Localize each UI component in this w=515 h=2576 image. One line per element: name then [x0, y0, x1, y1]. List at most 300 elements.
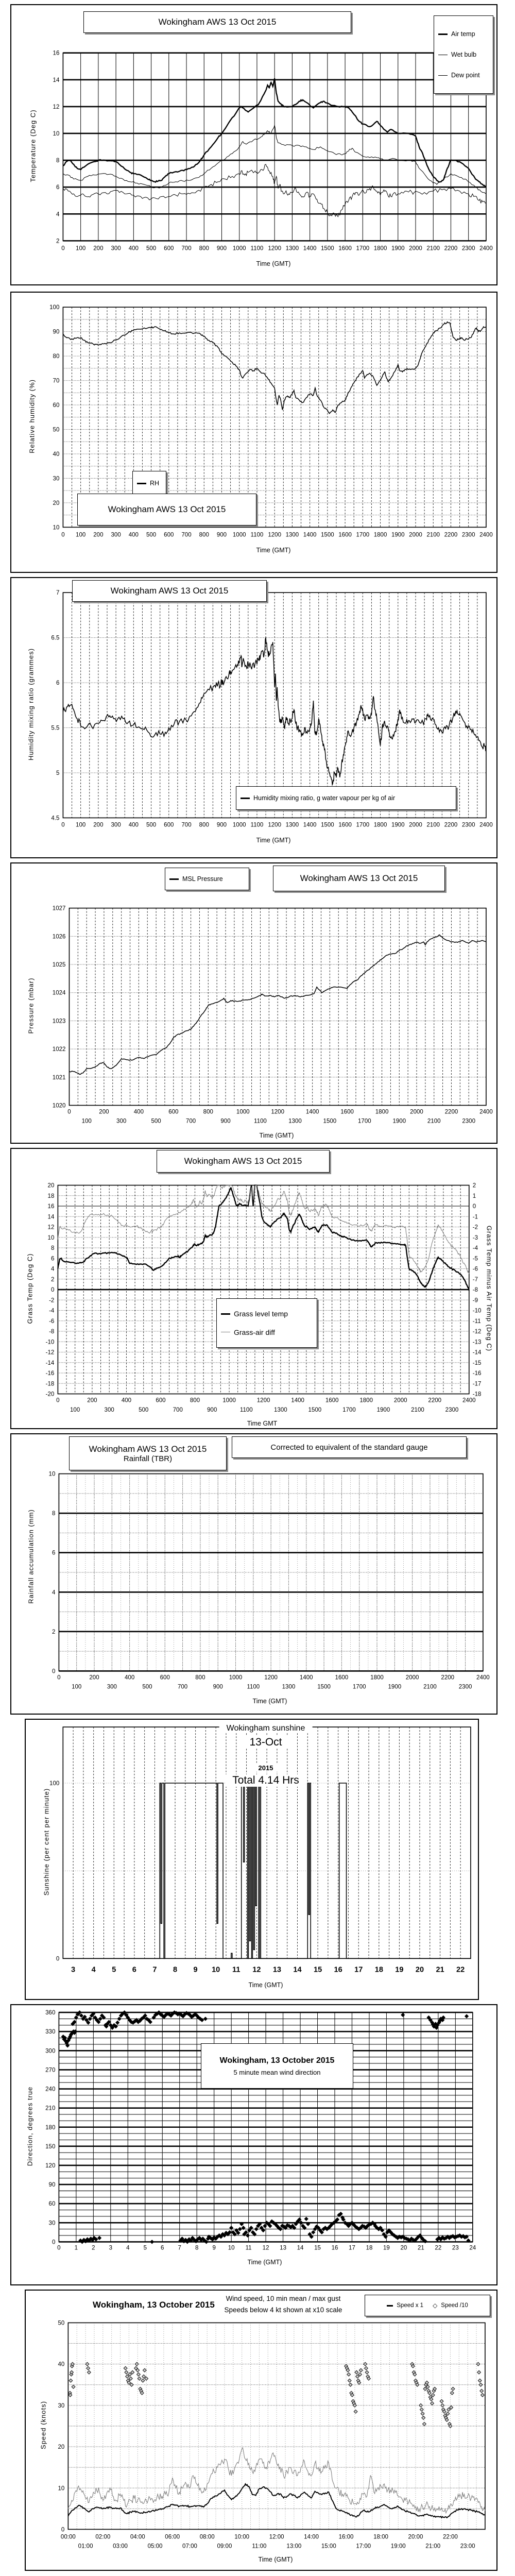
svg-text:1900: 1900 [388, 1684, 402, 1690]
svg-text:10: 10 [53, 130, 60, 138]
svg-text:12: 12 [53, 104, 60, 110]
svg-text:5: 5 [143, 2245, 147, 2251]
grass-temp-chart [11, 1149, 496, 1428]
svg-text:16: 16 [53, 50, 60, 57]
svg-text:0: 0 [61, 822, 65, 828]
svg-text:14: 14 [297, 2245, 304, 2251]
svg-text:-18: -18 [472, 1391, 482, 1398]
svg-text:1020: 1020 [52, 1103, 66, 1109]
correction-note: Corrected to equivalent of the standard gauge [270, 1443, 428, 1452]
svg-text:600: 600 [164, 532, 174, 538]
svg-text:4.5: 4.5 [51, 815, 60, 822]
svg-text:1300: 1300 [274, 1406, 287, 1413]
chart-title: Wokingham AWS 13 Oct 2015 [110, 586, 229, 596]
wind-speed-panel [25, 2290, 497, 2571]
svg-text:-8: -8 [472, 1287, 478, 1294]
svg-text:-18: -18 [45, 1381, 55, 1387]
svg-text:1500: 1500 [317, 1684, 331, 1690]
svg-text:400: 400 [128, 532, 139, 538]
svg-text:1300: 1300 [282, 1684, 296, 1690]
svg-text:03:00: 03:00 [113, 2543, 128, 2550]
svg-text:-8: -8 [49, 1329, 55, 1335]
temperature-title-box [83, 11, 351, 33]
svg-text:2200: 2200 [428, 1397, 442, 1404]
svg-text:600: 600 [156, 1397, 166, 1404]
pressure-title-box [273, 866, 445, 891]
svg-text:0: 0 [472, 1204, 476, 1210]
y-axis-label: Pressure (mbar) [27, 977, 35, 1034]
svg-text:3: 3 [109, 2245, 113, 2251]
rainfall-title-box [69, 1436, 227, 1470]
svg-text:2300: 2300 [461, 245, 475, 252]
svg-text:1000: 1000 [222, 1397, 236, 1404]
svg-text:0: 0 [61, 2527, 65, 2533]
svg-text:500: 500 [142, 1684, 152, 1690]
svg-text:500: 500 [146, 245, 157, 252]
svg-text:22:00: 22:00 [443, 2534, 458, 2540]
svg-text:2300: 2300 [458, 1684, 472, 1690]
svg-text:200: 200 [93, 532, 104, 538]
svg-text:14: 14 [53, 77, 60, 83]
svg-text:-3: -3 [472, 1234, 478, 1241]
svg-text:1800: 1800 [373, 532, 387, 538]
svg-text:100: 100 [49, 1781, 60, 1787]
speed-x1-line-icon [387, 2305, 393, 2307]
svg-text:1: 1 [74, 2245, 78, 2251]
svg-text:20: 20 [53, 500, 60, 506]
svg-text:1500: 1500 [308, 1406, 322, 1413]
svg-text:-4: -4 [49, 1308, 55, 1314]
svg-text:900: 900 [213, 1684, 223, 1690]
svg-text:10: 10 [48, 1471, 56, 1478]
svg-text:1200: 1200 [256, 1397, 270, 1404]
svg-text:2000: 2000 [393, 1397, 407, 1404]
sunshine-date: 13-Oct [242, 1736, 289, 1749]
svg-text:0: 0 [56, 1956, 60, 1962]
svg-text:600: 600 [160, 1674, 170, 1681]
svg-text:2: 2 [52, 1629, 56, 1635]
svg-text:800: 800 [203, 1109, 213, 1115]
svg-text:7: 7 [178, 2245, 181, 2251]
svg-text:330: 330 [45, 2029, 56, 2036]
svg-text:1800: 1800 [373, 822, 387, 828]
svg-text:2100: 2100 [411, 1406, 424, 1413]
svg-text:1200: 1200 [264, 1674, 278, 1681]
svg-text:8: 8 [50, 1245, 55, 1252]
svg-text:30: 30 [48, 2220, 56, 2227]
svg-text:2300: 2300 [461, 822, 475, 828]
svg-text:22: 22 [435, 2245, 442, 2251]
svg-text:1400: 1400 [291, 1397, 304, 1404]
svg-text:200: 200 [93, 245, 104, 252]
svg-text:700: 700 [185, 1118, 196, 1125]
chart-title: Wokingham AWS 13 Oct 2015 [300, 873, 418, 883]
svg-text:400: 400 [133, 1109, 144, 1115]
svg-text:1900: 1900 [392, 1118, 406, 1125]
svg-text:2000: 2000 [409, 822, 422, 828]
svg-text:100: 100 [70, 1406, 80, 1413]
svg-text:1600: 1600 [335, 1674, 349, 1681]
svg-text:9: 9 [193, 1965, 198, 1974]
wind-speed-header-1: Wind speed, 10 min mean / max gust [226, 2295, 341, 2302]
svg-text:06:00: 06:00 [165, 2534, 180, 2540]
svg-text:800: 800 [190, 1397, 200, 1404]
svg-text:50: 50 [53, 427, 60, 433]
legend-item-speed-x1: Speed x 1 [387, 2302, 423, 2309]
svg-text:30: 30 [58, 2402, 65, 2409]
svg-text:2200: 2200 [444, 245, 458, 252]
svg-text:02:00: 02:00 [95, 2534, 111, 2540]
svg-text:10: 10 [212, 1965, 220, 1974]
chart-title: Wokingham, 13 October 2015 [93, 2300, 215, 2310]
svg-text:6.5: 6.5 [51, 635, 60, 641]
svg-text:4: 4 [91, 1965, 96, 1974]
svg-text:0: 0 [56, 1397, 60, 1404]
svg-text:500: 500 [146, 532, 157, 538]
svg-text:500: 500 [139, 1406, 149, 1413]
svg-text:05:00: 05:00 [147, 2543, 163, 2550]
svg-text:2100: 2100 [427, 1118, 441, 1125]
x-axis-label: Time (GMT) [256, 260, 291, 267]
svg-text:1100: 1100 [250, 822, 264, 828]
svg-text:300: 300 [116, 1118, 127, 1125]
svg-text:1400: 1400 [303, 822, 317, 828]
svg-text:-14: -14 [45, 1360, 55, 1366]
svg-text:1600: 1600 [340, 1109, 354, 1115]
svg-text:1500: 1500 [321, 822, 334, 828]
svg-text:07:00: 07:00 [182, 2543, 197, 2550]
y2-axis-label: Grass Temp minus Air Temp (Deg C) [485, 1225, 493, 1352]
svg-text:100: 100 [81, 1118, 92, 1125]
svg-text:20: 20 [47, 1182, 55, 1189]
chart-title: Wokingham AWS 13 Oct 2015 [108, 504, 226, 514]
x-axis-label: Time (GMT) [258, 2556, 293, 2563]
svg-text:12: 12 [262, 2245, 269, 2251]
svg-text:1300: 1300 [285, 245, 299, 252]
svg-text:700: 700 [181, 822, 192, 828]
svg-text:0: 0 [52, 2239, 56, 2246]
svg-text:6: 6 [56, 680, 60, 687]
svg-text:12: 12 [47, 1224, 55, 1231]
svg-text:6: 6 [132, 1965, 136, 1974]
grass-temp-panel [10, 1148, 497, 1429]
svg-text:11: 11 [245, 2245, 252, 2251]
svg-text:10: 10 [53, 524, 60, 531]
svg-text:1022: 1022 [52, 1046, 66, 1053]
y-axis-label: Humidity mixing ratio (grammes) [27, 648, 35, 761]
svg-text:2400: 2400 [479, 532, 493, 538]
y-axis-label: Rainfall accumulation (mm) [27, 1509, 35, 1604]
svg-text:360: 360 [45, 2010, 56, 2016]
legend-item-dew-point: Dew point [438, 72, 480, 79]
svg-text:-17: -17 [472, 1381, 482, 1387]
svg-text:600: 600 [164, 822, 174, 828]
svg-text:04:00: 04:00 [130, 2534, 145, 2540]
svg-text:13: 13 [280, 2245, 286, 2251]
svg-text:100: 100 [76, 245, 86, 252]
chart-title: Wokingham AWS 13 Oct 2015 [89, 1444, 207, 1454]
svg-text:19:00: 19:00 [390, 2543, 406, 2550]
chart-title: Wokingham AWS 13 Oct 2015 [158, 17, 277, 27]
svg-text:0: 0 [57, 1674, 61, 1681]
svg-text:210: 210 [45, 2105, 56, 2112]
sunshine-chart [26, 1720, 478, 1999]
humidity-title-box [77, 494, 256, 526]
svg-text:-12: -12 [45, 1349, 55, 1356]
svg-text:0: 0 [61, 532, 65, 538]
x-axis-label: Time (GMT) [247, 2259, 282, 2266]
svg-text:1300: 1300 [285, 532, 299, 538]
svg-text:300: 300 [107, 1684, 117, 1690]
svg-text:400: 400 [121, 1397, 132, 1404]
svg-text:0: 0 [57, 2245, 61, 2251]
svg-text:300: 300 [104, 1406, 114, 1413]
svg-text:100: 100 [72, 1684, 82, 1690]
grass-temp-title-box [157, 1150, 330, 1173]
legend-item-rh: RH [137, 480, 159, 487]
svg-text:600: 600 [168, 1109, 179, 1115]
svg-text:1800: 1800 [359, 1397, 373, 1404]
svg-text:1100: 1100 [250, 245, 264, 252]
svg-text:16:00: 16:00 [338, 2534, 354, 2540]
svg-text:18: 18 [47, 1193, 55, 1199]
svg-text:1600: 1600 [338, 245, 352, 252]
svg-text:17: 17 [354, 1965, 363, 1974]
svg-text:0: 0 [67, 1109, 71, 1115]
svg-text:50: 50 [58, 2320, 65, 2327]
svg-text:2000: 2000 [405, 1674, 419, 1681]
svg-text:500: 500 [151, 1118, 161, 1125]
svg-text:-4: -4 [472, 1245, 478, 1252]
wind-speed-chart [26, 2291, 496, 2570]
svg-text:1900: 1900 [376, 1406, 390, 1413]
svg-text:1100: 1100 [247, 1684, 260, 1690]
svg-text:1900: 1900 [391, 245, 405, 252]
svg-text:-13: -13 [472, 1339, 482, 1346]
svg-text:8: 8 [195, 2245, 199, 2251]
svg-text:700: 700 [181, 532, 192, 538]
pressure-legend [165, 868, 249, 890]
svg-text:00:00: 00:00 [60, 2534, 76, 2540]
svg-text:1500: 1500 [321, 245, 334, 252]
svg-text:1700: 1700 [352, 1684, 366, 1690]
svg-text:1000: 1000 [232, 245, 246, 252]
svg-text:5: 5 [56, 770, 60, 777]
svg-text:1200: 1200 [271, 1109, 285, 1115]
svg-text:18:00: 18:00 [373, 2534, 388, 2540]
mixing-ratio-chart [11, 578, 496, 857]
svg-text:20: 20 [58, 2444, 65, 2451]
wind-speed-legend [365, 2295, 490, 2316]
svg-text:-10: -10 [472, 1308, 482, 1314]
svg-text:200: 200 [87, 1397, 97, 1404]
svg-text:1027: 1027 [52, 905, 66, 912]
svg-text:180: 180 [45, 2124, 56, 2131]
svg-text:2400: 2400 [479, 245, 493, 252]
svg-text:800: 800 [199, 532, 209, 538]
svg-text:-16: -16 [45, 1370, 55, 1377]
svg-text:1200: 1200 [268, 245, 281, 252]
svg-text:4: 4 [52, 1589, 56, 1596]
svg-text:700: 700 [177, 1684, 188, 1690]
svg-text:2000: 2000 [410, 1109, 423, 1115]
svg-text:8: 8 [56, 158, 60, 164]
svg-text:60: 60 [48, 2201, 56, 2208]
svg-text:2100: 2100 [426, 245, 440, 252]
chart-title: Wokingham AWS 13 Oct 2015 [184, 1156, 302, 1166]
svg-text:2: 2 [50, 1276, 55, 1283]
svg-text:10: 10 [47, 1234, 55, 1241]
x-axis-label: Time (GMT) [259, 1132, 294, 1139]
svg-text:23: 23 [452, 2245, 459, 2251]
svg-text:1900: 1900 [391, 532, 405, 538]
svg-text:15:00: 15:00 [321, 2543, 336, 2550]
svg-text:1300: 1300 [288, 1118, 302, 1125]
speed-div10-diamond-icon: ◇ [433, 2302, 438, 2309]
svg-text:14:00: 14:00 [304, 2534, 319, 2540]
svg-text:-12: -12 [472, 1329, 482, 1335]
svg-text:20:00: 20:00 [408, 2534, 423, 2540]
svg-text:4: 4 [56, 211, 60, 218]
mixing-ratio-panel [10, 577, 497, 858]
svg-text:-10: -10 [45, 1339, 55, 1346]
svg-text:1700: 1700 [356, 532, 370, 538]
svg-text:01:00: 01:00 [78, 2543, 93, 2550]
svg-text:900: 900 [216, 822, 227, 828]
svg-text:6: 6 [56, 184, 60, 191]
y-axis-label: Temperature (Deg C) [29, 109, 37, 182]
legend-item-speed-div10: ◇ Speed /10 [433, 2302, 468, 2309]
svg-text:1024: 1024 [52, 990, 66, 996]
svg-text:1700: 1700 [358, 1118, 371, 1125]
svg-text:100: 100 [76, 822, 86, 828]
svg-text:100: 100 [49, 304, 60, 311]
svg-text:1100: 1100 [250, 532, 264, 538]
svg-text:1500: 1500 [323, 1118, 337, 1125]
x-axis-label: Time (GMT) [256, 547, 291, 554]
svg-text:13:00: 13:00 [286, 2543, 302, 2550]
svg-text:8: 8 [173, 1965, 178, 1974]
svg-text:5: 5 [112, 1965, 116, 1974]
svg-text:1800: 1800 [370, 1674, 384, 1681]
legend-item-air-temp: Air temp [438, 30, 475, 38]
y-axis-label: Sunshine (per cent per minute) [42, 1788, 50, 1896]
dew-point-line-icon [438, 75, 448, 76]
svg-text:6: 6 [50, 1256, 55, 1262]
msl-pressure-line-icon [169, 878, 179, 880]
svg-text:-2: -2 [472, 1224, 478, 1231]
svg-text:1600: 1600 [338, 822, 352, 828]
humidity-chart [11, 293, 496, 572]
mixing-ratio-legend [236, 786, 456, 810]
svg-text:-7: -7 [472, 1276, 478, 1283]
svg-text:10:00: 10:00 [234, 2534, 250, 2540]
svg-text:6: 6 [52, 1550, 56, 1556]
svg-text:900: 900 [220, 1118, 231, 1125]
svg-text:300: 300 [111, 245, 121, 252]
svg-text:900: 900 [216, 245, 227, 252]
humidity-panel [10, 292, 497, 573]
temperature-legend [434, 15, 493, 94]
svg-text:9: 9 [212, 2245, 216, 2251]
svg-text:12: 12 [252, 1965, 261, 1974]
svg-text:2200: 2200 [444, 532, 458, 538]
svg-text:400: 400 [128, 245, 139, 252]
svg-text:900: 900 [216, 532, 227, 538]
svg-text:1200: 1200 [268, 532, 281, 538]
svg-text:70: 70 [53, 378, 60, 384]
svg-text:-6: -6 [49, 1318, 55, 1325]
y-axis-label: Direction, degrees true [26, 2086, 34, 2166]
x-axis-label: Time (GMT) [248, 1981, 283, 1989]
svg-text:40: 40 [58, 2361, 65, 2368]
svg-text:0: 0 [52, 1668, 56, 1675]
legend-item-wet-bulb: Wet bulb [438, 51, 476, 58]
svg-text:2: 2 [56, 238, 60, 245]
temperature-chart [11, 5, 496, 284]
svg-text:7: 7 [56, 590, 60, 597]
x-axis-label: Time GMT [247, 1420, 278, 1427]
svg-text:30: 30 [53, 476, 60, 482]
pressure-panel [10, 862, 497, 1144]
svg-text:10: 10 [228, 2245, 235, 2251]
legend-item-mixing-ratio: Humidity mixing ratio, g water vapour per kg of air [241, 794, 395, 802]
svg-text:12:00: 12:00 [269, 2534, 284, 2540]
svg-text:-6: -6 [472, 1266, 478, 1273]
svg-text:100: 100 [76, 532, 86, 538]
svg-text:2100: 2100 [423, 1684, 437, 1690]
svg-text:1: 1 [472, 1193, 476, 1199]
svg-text:18: 18 [366, 2245, 373, 2251]
svg-text:1400: 1400 [303, 532, 317, 538]
svg-text:2300: 2300 [461, 532, 475, 538]
svg-text:2400: 2400 [479, 1109, 493, 1115]
svg-text:400: 400 [128, 822, 139, 828]
svg-text:5.5: 5.5 [51, 725, 60, 732]
wind-direction-panel [10, 2004, 497, 2285]
svg-text:2400: 2400 [479, 822, 493, 828]
svg-text:240: 240 [45, 2086, 56, 2093]
svg-text:10: 10 [58, 2485, 65, 2492]
svg-text:-2: -2 [49, 1297, 55, 1304]
svg-text:-11: -11 [472, 1318, 481, 1325]
grass-temp-legend [216, 1298, 317, 1348]
svg-text:800: 800 [195, 1674, 205, 1681]
svg-text:1026: 1026 [52, 934, 66, 940]
rainfall-note-box [232, 1436, 467, 1458]
svg-text:1400: 1400 [303, 245, 317, 252]
grass-level-temp-line-icon [221, 1313, 230, 1315]
svg-text:700: 700 [181, 245, 192, 252]
svg-text:-14: -14 [472, 1349, 482, 1356]
svg-text:1000: 1000 [229, 1674, 243, 1681]
legend-item-grass-air-diff: Grass-air diff [221, 1328, 275, 1336]
svg-text:1600: 1600 [325, 1397, 339, 1404]
svg-text:-16: -16 [472, 1370, 482, 1377]
svg-text:1800: 1800 [373, 245, 387, 252]
svg-text:1800: 1800 [375, 1109, 389, 1115]
svg-text:200: 200 [89, 1674, 99, 1681]
svg-text:90: 90 [48, 2182, 56, 2189]
svg-text:2200: 2200 [441, 1674, 455, 1681]
svg-text:4: 4 [126, 2245, 130, 2251]
svg-text:300: 300 [111, 532, 121, 538]
air-temp-line-icon [438, 33, 448, 35]
svg-text:120: 120 [45, 2162, 56, 2169]
legend-item-msl-pressure: MSL Pressure [169, 875, 223, 883]
sunshine-year: 2015 [251, 1764, 281, 1772]
svg-text:300: 300 [111, 822, 121, 828]
